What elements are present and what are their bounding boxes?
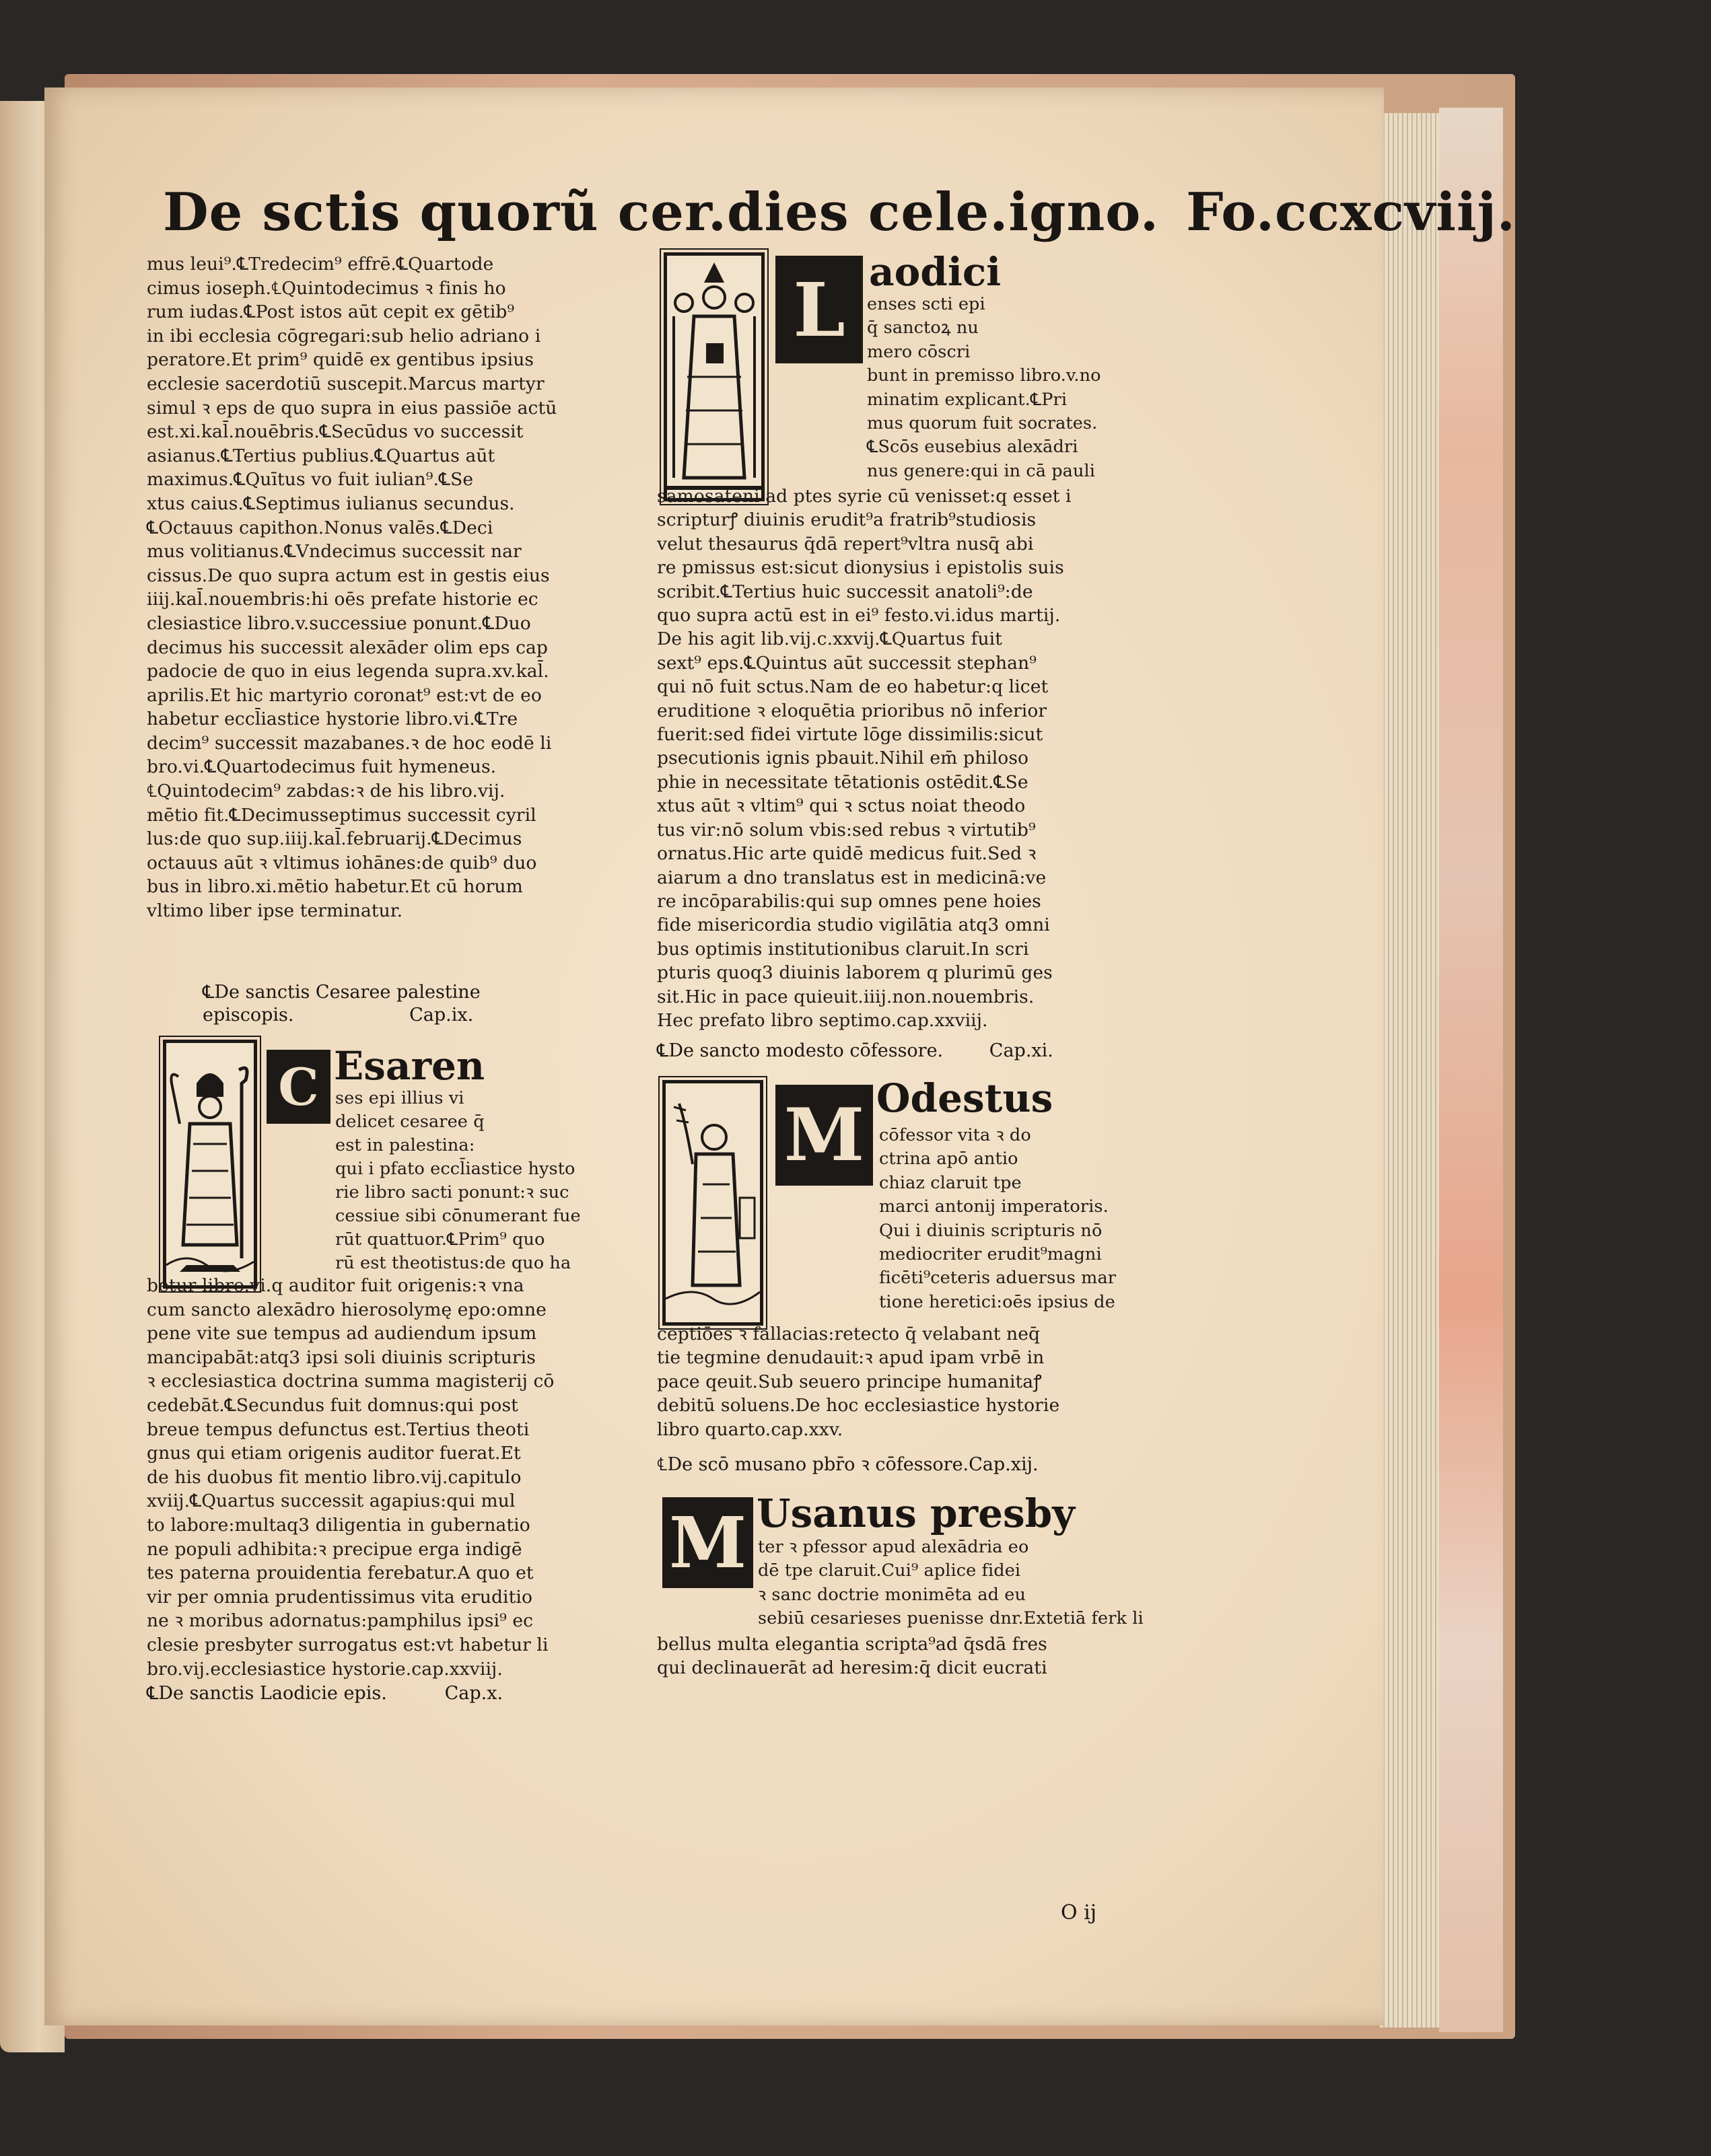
initial-m: M — [783, 1093, 865, 1178]
initial-l: L — [793, 266, 845, 353]
opening-word-usanus: Usanus presby — [757, 1490, 1075, 1536]
woodcut-bishop-group — [664, 252, 765, 501]
heading-cesaree: ℄De sanctis Cesaree palestine episcopis. Cap.ix. — [203, 982, 481, 1026]
opening-word-odestus: Odestus — [876, 1075, 1053, 1121]
book-page — [44, 87, 1516, 2025]
beside-initial-c-text: ses epi illius vi delicet cesaree q̄ est in palestina: qui i pfato eccl̄iastice hysto rie libro sacti ponunt:ꝛ suc cessiue sibi cōnumerant fue rūt quattuor.℄Prim⁹ quo rū est theotistus:de quo ha — [335, 1088, 581, 1273]
right-column-text-3: bellus multa elegantia scripta⁹ad q̄sdā fres qui declinauerāt ad heresim:q̄ dicit eucrati — [657, 1634, 1047, 1679]
opening-word-aodici: aodici — [869, 249, 1002, 295]
initial-c: C — [278, 1056, 319, 1117]
woodcut-friar — [662, 1080, 763, 1326]
marbled-fore-edge — [1439, 108, 1503, 2032]
woodcut-saint-bishop — [163, 1040, 257, 1289]
folio-number: Fo.ccxcviij. — [1186, 182, 1516, 243]
running-head-title: De sctis quorũ cer.dies cele.igno. — [163, 182, 1160, 243]
initial-m2: M — [668, 1501, 747, 1584]
heading-musano: ℄De scō musano pbr̄o ꝛ cōfessore.Cap.xij. — [657, 1454, 1039, 1475]
running-head — [163, 182, 1516, 243]
left-column-top-text: mus leui⁹.℄Tredecim⁹ effrē.℄Quartode cimus ioseph.℄Quintodecimus ꝛ finis ho rum iudas.℄Post istos aūt cepit ex gētib⁹ in ibi ecclesia cōgregari:sub helio adriano i peratore.Et prim⁹ quidē ex gentibus ipsius ecclesie sacerdotiū suscepit.Marcus martyr simul ꝛ eps de quo supra in eius passiōe actū est.xi.kal̄.nouēbris.℄Secūdus vo successit asianus.℄Tertius publius.℄Quartus aūt maximus.℄Quītus vo fuit iulian⁹.℄Se xtus caius.℄Septimus iulianus secundus. ℄Octauus capithon.Nonus valēs.℄Deci mus volitianus.℄Vndecimus successit nar cissus.De quo supra actum est in gestis eius iiij.kal̄.nouembris:hi oēs prefate historie ec clesiastice libro.v.successiue ponunt.℄Duo decimus his successit alexāder olim eps cap padocie de quo in eius legenda supra.xv.kal̄. aprilis.Et hic martyrio coronat⁹ est:vt de eo habetur eccl̄iastice hystorie libro.vi.℄Tre decim⁹ successit mazabanes.ꝛ de hoc eodē li bro.vi.℄Quartodecimus fuit hymeneus. ℄Quintodecim⁹ zabdas:ꝛ de his libro.vij. mētio fit.℄Decimusseptimus successit cyril lus:de quo sup.iiij.kal̄.februarij.℄Decimus octauus aūt ꝛ vltimus iohānes:de quib⁹ duo bus in libro.xi.mētio habetur.Et cū horum vltimo liber ipse terminatur. — [147, 254, 557, 922]
initial-m-block — [775, 1085, 873, 1186]
woodcut-group-icon — [667, 256, 761, 498]
left-column-bottom-text: betur libro.vi.q auditor fuit origenis:ꝛ vna cum sancto alexādro hierosolymę epo:omne pene vite sue tempus ad audiendum ipsum mancipabāt:atq3 ipsi soli diuinis scripturis ꝛ ecclesiastica doctrina summa magisterij cō cedebāt.℄Secundus fuit domnus:qui post breue tempus defunctus est.Tertius theoti gnus qui etiam origenis auditor fuerat.Et de his duobus fit mentio libro.vij.capitulo xviij.℄Quartus successit agapius:qui mul to labore:multaq3 diligentia in gubernatio ne populi adhibita:ꝛ precipue erga indigē tes paterna prouidentia ferebatur.A quo et vir per omnia prudentissimus vita eruditio ne ꝛ moribus adornatus:pamphilus ipsi⁹ ec clesie presbyter surrogatus est:vt habetur li bro.vij.ecclesiastice hystorie.cap.xxviij. — [147, 1275, 555, 1680]
beside-initial-m-text: cōfessor vita ꝛ do ctrina apō antio chiaz claruit tpe marci antonij imperatoris. Qui i diuinis scripturis nō mediocriter erudit⁹magni ficēti⁹ceteris aduersus mar tione heretici:oēs ipsius de — [879, 1125, 1117, 1312]
initial-c-block — [267, 1050, 330, 1124]
page-block-edges — [1380, 113, 1440, 2027]
beside-initial-l-text: enses scti epi q̄ sanctoꝝ nu mero cōscri bunt in premisso libro.v.no minatim explicant.℄Pri mus quorum fuit socrates. ℄Scōs eusebius alexādri nus genere:qui in cā pauli — [867, 294, 1101, 481]
heading-laodicie: ℄De sanctis Laodicie epis. Cap.x. — [147, 1683, 503, 1704]
initial-m2-block — [662, 1497, 753, 1588]
right-column-text-1: samosateni ad ptes syrie cū venisset:q esset i scripturꝭ diuinis erudit⁹a fratrib⁹studiosis velut thesaurus q̄dā repert⁹vltra nusq̄ abi re pmissus est:sicut dionysius i epistolis suis scribit.℄Tertius huic successit anatoli⁹:de quo supra actū est in ei⁹ festo.vi.idus martij. De his agit lib.vij.c.xxvij.℄Quartus fuit sext⁹ eps.℄Quintus aūt successit stephan⁹ qui nō fuit sctus.Nam de eo habetur:q licet eruditione ꝛ eloquētia prioribus nō inferior fuerit:sed fidei virtute lōge dissimilis:sicut psecutionis ignis pbauit.Nihil em̄ philoso phie in necessitate tētationis ostēdit.℄Se xtus aūt ꝛ vltim⁹ qui ꝛ sctus noiat theodo tus vir:nō solum vbis:sed rebus ꝛ virtutib⁹ ornatus.Hic arte quidē medicus fuit.Sed ꝛ aiarum a dno translatus est in medicinā:ve re incōparabilis:qui sup omnes pene hoies fide misericordia studio vigilātia atq3 omni bus optimis institutionibus claruit.In scri pturis quoq3 diuinis laborem q plurimū ges sit.Hic in pace quieuit.iiij.non.nouembris. Hec prefato libro septimo.cap.xxviij. — [657, 486, 1072, 1031]
opening-word-esaren: Esaren — [334, 1043, 485, 1089]
woodcut-bishop-icon — [166, 1043, 254, 1285]
woodcut-friar-icon — [666, 1083, 760, 1322]
beside-initial-m2-text: ter ꝛ pfessor apud alexādria eo dē tpe claruit.Cui⁹ aplice fidei ꝛ sanc doctrie monimēta ad eu sebiū cesarieses puenisse dnr.Extetiā ferk li — [758, 1537, 1144, 1629]
signature-mark: O ij — [1061, 1901, 1097, 1925]
initial-l-block — [775, 256, 863, 363]
heading-modesto: ℄De sancto modesto cōfessore. Cap.xi. — [657, 1040, 1053, 1061]
right-column-text-2: ceptiōes ꝛ fallacias:retecto q̄ velabant neq̄ tie tegmine denudauit:ꝛ apud ipam vrbē in pace qeuit.Sub seuero principe humanitaꝭ debitū soluens.De hoc ecclesiastice hystorie libro quarto.cap.xxv. — [657, 1324, 1060, 1440]
